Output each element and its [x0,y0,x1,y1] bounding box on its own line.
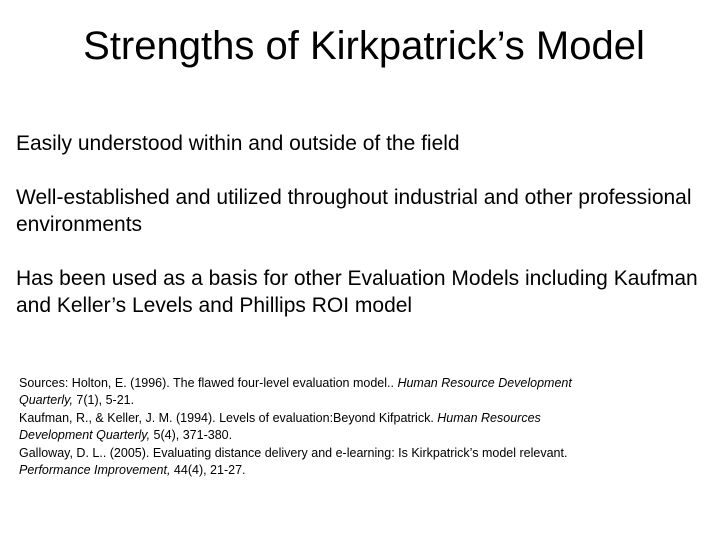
slide-title: Strengths of Kirkpatrick’s Model [83,24,645,68]
strength-item: Easily understood within and outside of the field [16,132,460,155]
strengths-list [16,130,721,346]
source-galloway-journal: Performance Improvement, [19,463,171,478]
source-kaufman-text: Kaufman, R., & Keller, J. M. (1994). Levels of evaluation:Beyond Kifpatrick. [19,410,438,425]
source-kaufman-journal-cont: Development Quarterly, [19,428,151,443]
source-galloway-details: 44(4), 21-27. [170,463,246,478]
source-kaufman-details: 5(4), 371-380. [150,428,233,443]
strength-item: Has been used as a basis for other Evaluation Models including Kaufman and Keller’s Levels and Phillips ROI model [16,267,698,317]
source-holton-text: Sources: Holton, E. (1996). The flawed four-level evaluation model.. [19,376,398,390]
source-holton-details: 7(1), 5-21. [72,393,135,408]
source-galloway-text: Galloway, D. L.. (2005). Evaluating distance delivery and e-learning: Is Kirkpatrick’s model relevant. [19,445,568,460]
source-line [19,375,719,392]
source-holton-journal: Human Resource Development [397,376,572,390]
source-line [19,410,719,427]
strength-item: Well-established and utilized throughout industrial and other professional environments [16,186,692,236]
source-line [19,445,719,462]
source-holton-journal-cont: Quarterly, [19,393,73,408]
source-line [19,427,719,444]
sources-block [19,375,719,479]
source-kaufman-journal: Human Resources [437,410,541,425]
source-line [19,392,719,409]
source-line [19,462,719,479]
